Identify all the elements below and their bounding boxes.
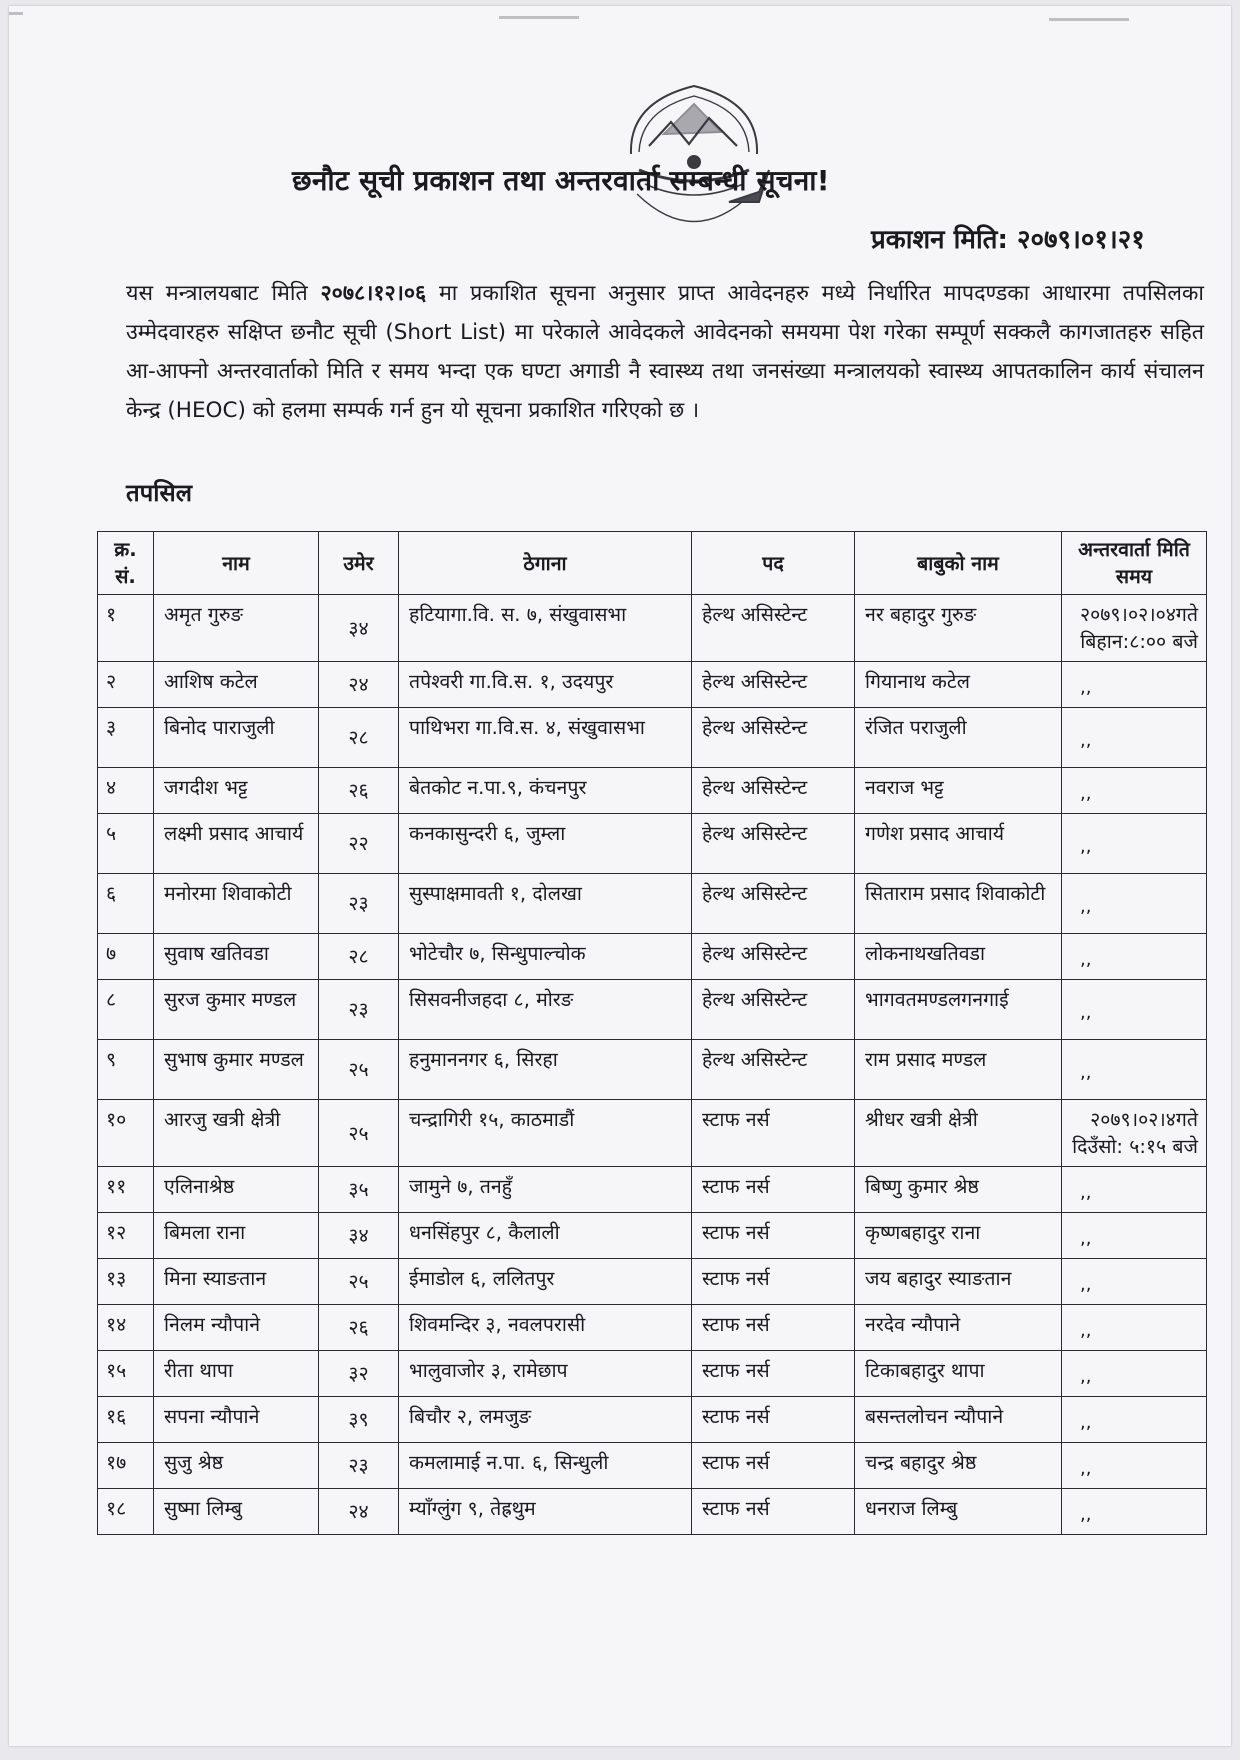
table-header-row (98, 532, 1207, 595)
cell-post: हेल्थ असिस्टेन्ट (692, 980, 855, 1040)
cell-interview-time (1062, 768, 1207, 814)
cell-father-name: रंजित पराजुली (855, 708, 1062, 768)
cell-age: २३ (319, 1443, 399, 1489)
ditto-mark: ,, (1080, 1320, 1092, 1341)
shortlist-table (97, 531, 1207, 1535)
ditto-mark: ,, (1080, 1062, 1092, 1083)
table-row (98, 874, 1207, 934)
ditto-mark: ,, (1080, 1182, 1092, 1203)
cell-age: २६ (319, 1305, 399, 1351)
cell-interview-time (1062, 1100, 1207, 1167)
table-row (98, 1351, 1207, 1397)
cell-interview-time (1062, 1305, 1207, 1351)
cell-serial: १ (98, 595, 154, 662)
scan-artifact (9, 12, 23, 15)
cell-post: हेल्थ असिस्टेन्ट (692, 662, 855, 708)
cell-name: एलिनाश्रेष्ठ (154, 1167, 319, 1213)
cell-age: २३ (319, 874, 399, 934)
table-row (98, 1259, 1207, 1305)
cell-father-name: नर बहादुर गुरुङ (855, 595, 1062, 662)
cell-post: हेल्थ असिस्टेन्ट (692, 874, 855, 934)
cell-father-name: गणेश प्रसाद आचार्य (855, 814, 1062, 874)
cell-interview-time (1062, 1443, 1207, 1489)
cell-age: २५ (319, 1259, 399, 1305)
cell-father-name: गियानाथ कटेल (855, 662, 1062, 708)
table-row (98, 768, 1207, 814)
cell-post: स्टाफ नर्स (692, 1259, 855, 1305)
table-row (98, 1305, 1207, 1351)
cell-father-name: बिष्णु कुमार श्रेष्ठ (855, 1167, 1062, 1213)
cell-name: आरजु खत्री क्षेत्री (154, 1100, 319, 1167)
cell-interview-time (1062, 934, 1207, 980)
scan-artifact (499, 16, 579, 19)
col-header-age: उमेर (319, 532, 399, 595)
cell-address: शिवमन्दिर ३, नवलपरासी (399, 1305, 692, 1351)
cell-father-name: कृष्णबहादुर राना (855, 1213, 1062, 1259)
table-row (98, 1100, 1207, 1167)
cell-age: ३९ (319, 1397, 399, 1443)
cell-name: मिना स्याङतान (154, 1259, 319, 1305)
cell-interview-time (1062, 1040, 1207, 1100)
cell-serial: १६ (98, 1397, 154, 1443)
cell-address: धनसिंहपुर ८, कैलाली (399, 1213, 692, 1259)
cell-address: ईमाडोल ६, ललितपुर (399, 1259, 692, 1305)
cell-age: २५ (319, 1100, 399, 1167)
cell-post: हेल्थ असिस्टेन्ट (692, 595, 855, 662)
cell-interview-time (1062, 1351, 1207, 1397)
ditto-mark: ,, (1080, 1458, 1092, 1479)
scan-artifact (1049, 18, 1129, 21)
table-row (98, 1167, 1207, 1213)
cell-name: मनोरमा शिवाकोटी (154, 874, 319, 934)
cell-age: २५ (319, 1040, 399, 1100)
cell-name: लक्ष्मी प्रसाद आचार्य (154, 814, 319, 874)
cell-age: २४ (319, 662, 399, 708)
body-date: २०७८।१२।०६ (320, 281, 427, 306)
cell-father-name: भागवतमण्डलगनगाई (855, 980, 1062, 1040)
cell-name: सपना न्यौपाने (154, 1397, 319, 1443)
cell-father-name: नरदेव न्यौपाने (855, 1305, 1062, 1351)
cell-serial: ९ (98, 1040, 154, 1100)
cell-age: २८ (319, 934, 399, 980)
cell-address: बेतकोट न.पा.९, कंचनपुर (399, 768, 692, 814)
cell-address: भालुवाजोर ३, रामेछाप (399, 1351, 692, 1397)
cell-father-name: लोकनाथखतिवडा (855, 934, 1062, 980)
ditto-mark: ,, (1080, 1366, 1092, 1387)
cell-address: जामुने ७, तनहुँ (399, 1167, 692, 1213)
cell-father-name: सिताराम प्रसाद शिवाकोटी (855, 874, 1062, 934)
ditto-mark: ,, (1080, 1504, 1092, 1525)
cell-name: सुष्मा लिम्बु (154, 1489, 319, 1535)
ditto-mark: ,, (1080, 1274, 1092, 1295)
col-header-address: ठेगाना (399, 532, 692, 595)
cell-father-name: नवराज भट्ट (855, 768, 1062, 814)
notice-body (126, 274, 1204, 430)
interview-datetime: २०७९।०२।४गते दिउँसो: ५:१५ बजे (1072, 1108, 1198, 1158)
cell-address: हनुमाननगर ६, सिरहा (399, 1040, 692, 1100)
cell-address: चन्द्रागिरी १५, काठमाडौं (399, 1100, 692, 1167)
table-row (98, 1213, 1207, 1259)
ditto-mark: ,, (1080, 1412, 1092, 1433)
table-row (98, 708, 1207, 768)
ditto-mark: ,, (1080, 949, 1092, 970)
cell-serial: १४ (98, 1305, 154, 1351)
cell-post: स्टाफ नर्स (692, 1397, 855, 1443)
document-page (9, 6, 1231, 1746)
cell-father-name: धनराज लिम्बु (855, 1489, 1062, 1535)
cell-address: बिचौर २, लमजुङ (399, 1397, 692, 1443)
cell-serial: ४ (98, 768, 154, 814)
cell-age: २६ (319, 768, 399, 814)
col-header-serial: क्र. सं. (98, 532, 154, 595)
ditto-mark: ,, (1080, 896, 1092, 917)
cell-age: ३२ (319, 1351, 399, 1397)
col-header-post: पद (692, 532, 855, 595)
col-header-interview-time: अन्तरवार्ता मिति समय (1062, 532, 1207, 595)
cell-age: २३ (319, 980, 399, 1040)
cell-interview-time (1062, 1397, 1207, 1443)
ditto-mark: ,, (1080, 1228, 1092, 1249)
cell-post: स्टाफ नर्स (692, 1489, 855, 1535)
cell-interview-time (1062, 1489, 1207, 1535)
cell-post: हेल्थ असिस्टेन्ट (692, 768, 855, 814)
cell-post: स्टाफ नर्स (692, 1213, 855, 1259)
cell-post: हेल्थ असिस्टेन्ट (692, 814, 855, 874)
cell-father-name: चन्द्र बहादुर श्रेष्ठ (855, 1443, 1062, 1489)
cell-age: ३४ (319, 1213, 399, 1259)
cell-name: सुजु श्रेष्ठ (154, 1443, 319, 1489)
cell-age: २८ (319, 708, 399, 768)
notice-title: छनौट सूची प्रकाशन तथा अन्तरवार्ता सम्बन्धी सूचना! (292, 164, 830, 197)
table-row (98, 1397, 1207, 1443)
cell-address: सिसवनीजहदा ८, मोरङ (399, 980, 692, 1040)
table-row (98, 595, 1207, 662)
publish-date: प्रकाशन मिति: २०७९।०१।२१ (871, 225, 1145, 255)
cell-serial: ११ (98, 1167, 154, 1213)
table-row (98, 1040, 1207, 1100)
cell-interview-time (1062, 1167, 1207, 1213)
cell-serial: १२ (98, 1213, 154, 1259)
section-label: तपसिल (126, 479, 193, 507)
cell-serial: १३ (98, 1259, 154, 1305)
cell-father-name: जय बहादुर स्याङतान (855, 1259, 1062, 1305)
table-row (98, 1443, 1207, 1489)
cell-interview-time (1062, 874, 1207, 934)
cell-address: भोटेचौर ७, सिन्धुपाल्चोक (399, 934, 692, 980)
ditto-mark: ,, (1080, 730, 1092, 751)
cell-name: रीता थापा (154, 1351, 319, 1397)
cell-name: सुभाष कुमार मण्डल (154, 1040, 319, 1100)
cell-address: पाथिभरा गा.वि.स. ४, संखुवासभा (399, 708, 692, 768)
cell-father-name: बसन्तलोचन न्यौपाने (855, 1397, 1062, 1443)
cell-interview-time (1062, 595, 1207, 662)
cell-address: कमलामाई न.पा. ६, सिन्धुली (399, 1443, 692, 1489)
cell-interview-time (1062, 980, 1207, 1040)
cell-address: तपेश्वरी गा.वि.स. १, उदयपुर (399, 662, 692, 708)
cell-name: निलम न्यौपाने (154, 1305, 319, 1351)
col-header-name: नाम (154, 532, 319, 595)
cell-post: हेल्थ असिस्टेन्ट (692, 708, 855, 768)
ditto-mark: ,, (1080, 836, 1092, 857)
cell-post: स्टाफ नर्स (692, 1305, 855, 1351)
body-text-start: यस मन्त्रालयबाट मिति (126, 281, 308, 306)
table-row (98, 1489, 1207, 1535)
cell-serial: ३ (98, 708, 154, 768)
table-row (98, 814, 1207, 874)
cell-interview-time (1062, 814, 1207, 874)
cell-address: कनकासुन्दरी ६, जुम्ला (399, 814, 692, 874)
cell-age: ३४ (319, 595, 399, 662)
cell-interview-time (1062, 1213, 1207, 1259)
cell-address: म्याँग्लुंग ९, तेह्रथुम (399, 1489, 692, 1535)
cell-serial: १० (98, 1100, 154, 1167)
cell-post: हेल्थ असिस्टेन्ट (692, 934, 855, 980)
cell-serial: २ (98, 662, 154, 708)
cell-serial: ६ (98, 874, 154, 934)
cell-address: हटियागा.वि. स. ७, संखुवासभा (399, 595, 692, 662)
cell-post: स्टाफ नर्स (692, 1351, 855, 1397)
cell-serial: ८ (98, 980, 154, 1040)
cell-post: स्टाफ नर्स (692, 1100, 855, 1167)
cell-name: जगदीश भट्ट (154, 768, 319, 814)
cell-age: २४ (319, 1489, 399, 1535)
cell-age: ३५ (319, 1167, 399, 1213)
cell-interview-time (1062, 662, 1207, 708)
ditto-mark: ,, (1080, 677, 1092, 698)
col-header-father-name: बाबुको नाम (855, 532, 1062, 595)
table-row (98, 934, 1207, 980)
cell-address: सुस्पाक्षमावती १, दोलखा (399, 874, 692, 934)
cell-name: बिनोद पाराजुली (154, 708, 319, 768)
cell-father-name: टिकाबहादुर थापा (855, 1351, 1062, 1397)
cell-post: स्टाफ नर्स (692, 1167, 855, 1213)
cell-serial: १५ (98, 1351, 154, 1397)
cell-serial: ५ (98, 814, 154, 874)
interview-datetime: २०७९।०२।०४गते बिहान:८:०० बजे (1080, 603, 1198, 653)
cell-interview-time (1062, 1259, 1207, 1305)
ditto-mark: ,, (1080, 1002, 1092, 1023)
cell-serial: १७ (98, 1443, 154, 1489)
cell-name: सुवाष खतिवडा (154, 934, 319, 980)
cell-father-name: श्रीधर खत्री क्षेत्री (855, 1100, 1062, 1167)
cell-age: २२ (319, 814, 399, 874)
table-row (98, 980, 1207, 1040)
cell-post: हेल्थ असिस्टेन्ट (692, 1040, 855, 1100)
table-row (98, 662, 1207, 708)
cell-name: अमृत गुरुङ (154, 595, 319, 662)
body-text-rest: मा प्रकाशित सूचना अनुसार प्राप्त आवेदनहरु मध्ये निर्धारित मापदण्डका आधारमा तपसिलका उम्मेदवारहरु सक्षिप्त छनौट सूची (Short List) मा परेकाले आवेदकले आवेदनको समयमा पेश गरेका सम्पूर्ण सक्कलै कागजातहरु सहित आ-आफ्नो अन्तरवार्ताको मिति र समय भन्दा एक घण्टा अगाडी नै स्वास्थ्य तथा जनसंख्या मन्त्रालयको स्वास्थ्य आपतकालिन कार्य संचालन केन्द्र (HEOC) को हलमा सम्पर्क गर्न हुन यो सूचना प्रकाशित गरिएको छ । (126, 281, 1204, 423)
cell-interview-time (1062, 708, 1207, 768)
cell-father-name: राम प्रसाद मण्डल (855, 1040, 1062, 1100)
cell-serial: १८ (98, 1489, 154, 1535)
cell-post: स्टाफ नर्स (692, 1443, 855, 1489)
cell-name: सुरज कुमार मण्डल (154, 980, 319, 1040)
cell-serial: ७ (98, 934, 154, 980)
ditto-mark: ,, (1080, 783, 1092, 804)
cell-name: आशिष कटेल (154, 662, 319, 708)
cell-name: बिमला राना (154, 1213, 319, 1259)
